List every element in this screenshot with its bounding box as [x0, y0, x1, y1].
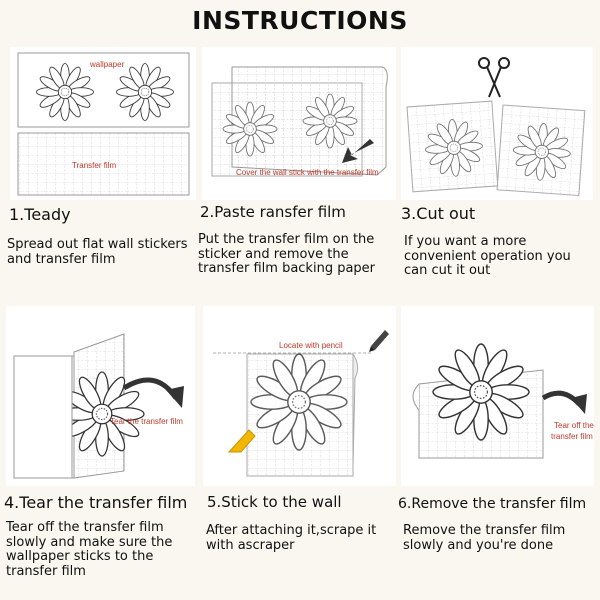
step-5-image [203, 306, 396, 486]
tear-off-label: Tear off the [554, 421, 594, 430]
tear-label: Tear the transfer film [110, 417, 183, 426]
transfer-film-label: Transfer film [72, 161, 117, 170]
step-3-title: 3.Cut out [401, 204, 476, 223]
step-6-image [401, 306, 594, 486]
wallpaper-label: wallpaper [90, 60, 125, 69]
cover-label: Cover the wall stick with the transfer film [236, 168, 379, 177]
step-5-description: After attaching it,scrape it with ascraper [206, 523, 377, 553]
pencil-label: Locate with pencil [279, 341, 343, 350]
step-3-image [401, 47, 593, 200]
step-6-description: Remove the transfer film slowly and you're done [403, 523, 566, 553]
step-4-image [6, 306, 195, 486]
step-2-image [202, 47, 396, 200]
pencil-icon [369, 330, 389, 352]
step-6-title: 6.Remove the transfer film [398, 496, 587, 512]
step-2-description: Put the transfer film on the sticker and remove the transfer film backing paper [198, 232, 376, 276]
scissors-icon [479, 58, 509, 97]
transfer-film-label: transfer film [551, 432, 593, 441]
step-1-image [10, 47, 196, 200]
step-3-description: If you want a more convenient operation you can cut it out [404, 234, 571, 278]
step-5-title: 5.Stick to the wall [207, 493, 342, 511]
step-1-description: Spread out flat wall stickers and transfer film [7, 237, 188, 267]
page-title: INSTRUCTIONS [192, 6, 408, 35]
step-4-description: Tear off the transfer film slowly and make sure the wallpaper sticks to the transfer film [6, 520, 173, 579]
step-2-title: 2.Paste ransfer film [200, 203, 346, 221]
step-4-title: 4.Tear the transfer film [4, 493, 188, 512]
step-1-title: 1.Teady [9, 205, 71, 224]
